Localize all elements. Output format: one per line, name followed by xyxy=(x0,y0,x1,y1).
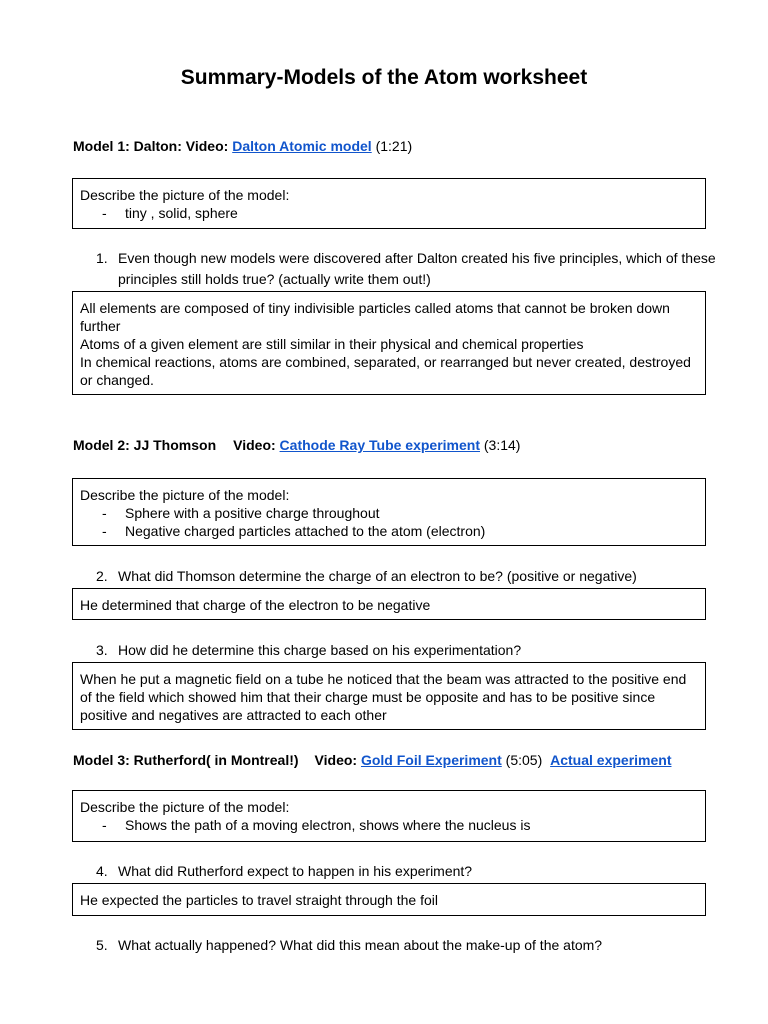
question-4-number: 4. xyxy=(96,863,108,879)
bullet-dash: - xyxy=(102,505,107,521)
question-4 xyxy=(96,861,716,882)
question-2-number: 2. xyxy=(96,568,108,584)
answer-3-box xyxy=(72,662,706,730)
model2-heading-row xyxy=(73,435,520,455)
answer-4-box xyxy=(72,883,706,916)
question-3 xyxy=(96,640,716,661)
answer-2-text: He determined that charge of the electron to be negative xyxy=(80,597,431,613)
bullet-dash: - xyxy=(102,205,107,221)
bullet-dash: - xyxy=(102,523,107,539)
model2-video-link[interactable]: Cathode Ray Tube experiment xyxy=(279,437,480,453)
question-3-text: How did he determine this charge based on his experimentation? xyxy=(118,642,522,658)
model3-describe-label: Describe the picture of the model: xyxy=(80,799,290,815)
model3-bullet: - Shows the path of a moving electron, shows where the nucleus is xyxy=(102,817,531,833)
bullet-dash: - xyxy=(102,817,107,833)
question-5-text: What actually happened? What did this mean about the make-up of the atom? xyxy=(118,937,603,953)
question-3-number: 3. xyxy=(96,642,108,658)
model1-bullet: - tiny , solid, sphere xyxy=(102,205,238,221)
question-2 xyxy=(96,566,716,587)
model3-actual-experiment-link[interactable]: Actual experiment xyxy=(550,752,672,768)
model1-duration: (1:21) xyxy=(375,138,413,154)
model3-video-label: Video: xyxy=(314,752,358,768)
model3-video-link[interactable]: Gold Foil Experiment xyxy=(360,752,502,768)
model2-describe-label: Describe the picture of the model: xyxy=(80,487,290,503)
answer-1-box xyxy=(72,291,706,395)
answer-3-text: When he put a magnetic field on a tube he noticed that the beam was attracted to the positive end of the field which showed him that their charge must be opposite and has to be positive since positive and negatives are attracted to each other xyxy=(80,671,687,723)
model3-heading-row xyxy=(73,750,672,770)
model2-duration: (3:14) xyxy=(483,437,521,453)
question-1 xyxy=(96,248,716,290)
answer-1-line: All elements are composed of tiny indivisible particles called atoms that cannot be broken down further xyxy=(80,300,670,334)
model1-heading: Model 1: Dalton: Video: xyxy=(73,138,229,154)
question-1-number: 1. xyxy=(96,250,108,266)
question-5 xyxy=(96,935,716,956)
model2-heading: Model 2: JJ Thomson xyxy=(73,437,217,453)
model2-describe-box xyxy=(72,478,706,546)
question-4-text: What did Rutherford expect to happen in his experiment? xyxy=(118,863,473,879)
model3-heading: Model 3: Rutherford( in Montreal!) xyxy=(73,752,299,768)
model1-describe-label: Describe the picture of the model: xyxy=(80,187,290,203)
page-title: Summary-Models of the Atom worksheet xyxy=(180,66,588,89)
question-1-text: Even though new models were discovered after Dalton created his five principles, which of these principles still holds true? (actually write them out!) xyxy=(118,250,716,287)
answer-1-line: Atoms of a given element are still similar in their physical and chemical properties xyxy=(80,336,584,352)
model3-describe-box xyxy=(72,790,706,842)
model2-bullet: - Sphere with a positive charge throughout xyxy=(102,505,380,521)
model2-bullet: - Negative charged particles attached to the atom (electron) xyxy=(102,523,486,539)
answer-1-line: In chemical reactions, atoms are combined, separated, or rearranged but never created, destroyed or changed. xyxy=(80,354,691,388)
answer-2-box xyxy=(72,588,706,620)
question-5-number: 5. xyxy=(96,937,108,953)
model1-heading-row xyxy=(73,136,412,156)
model1-video-link[interactable]: Dalton Atomic model xyxy=(232,138,372,154)
question-2-text: What did Thomson determine the charge of an electron to be? (positive or negative) xyxy=(118,568,637,584)
model3-duration: (5:05) xyxy=(505,752,543,768)
model2-video-label: Video: xyxy=(233,437,276,453)
model1-describe-box xyxy=(72,178,706,229)
answer-4-text: He expected the particles to travel straight through the foil xyxy=(80,892,438,908)
